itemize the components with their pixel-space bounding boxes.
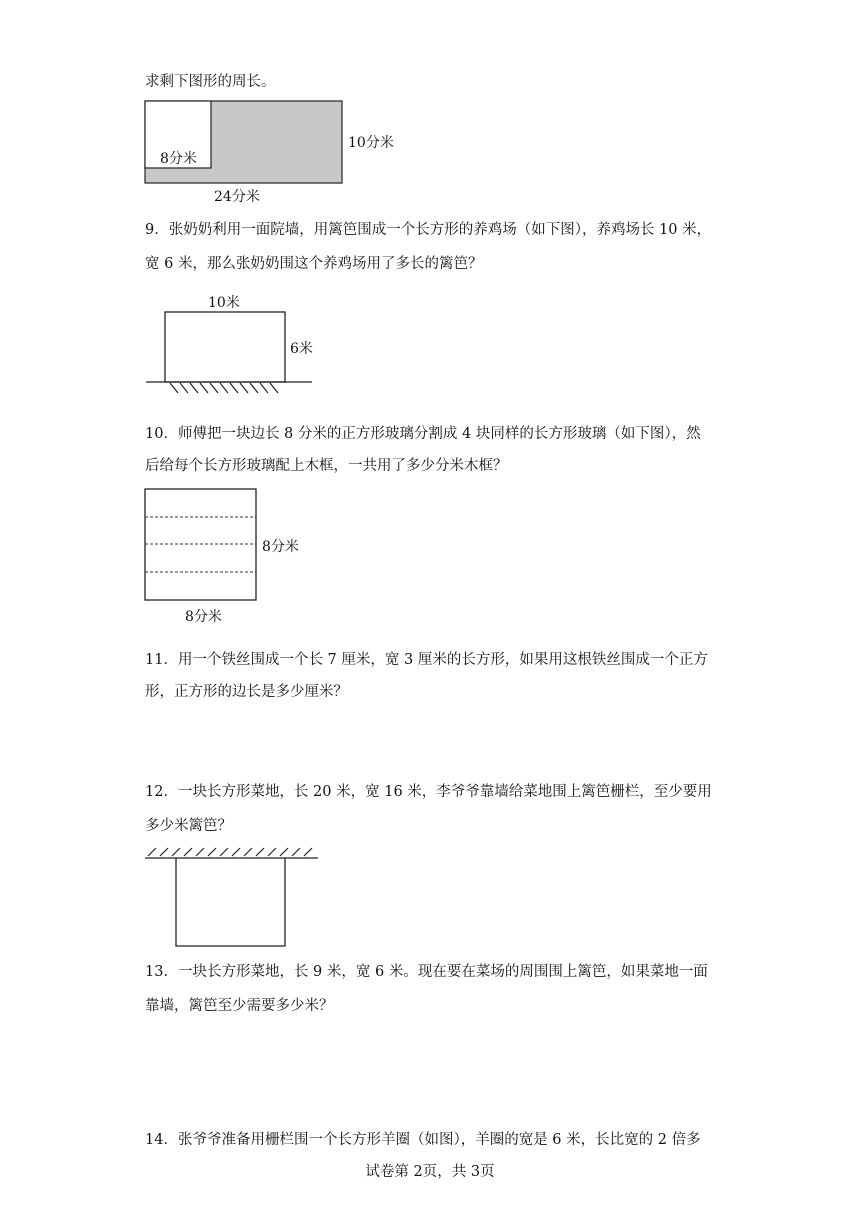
height-label: 10分米 bbox=[348, 135, 394, 151]
figure-glass-square bbox=[140, 484, 320, 629]
figure-vegetable-field bbox=[140, 842, 330, 952]
question-11-line-1: 11．用一个铁丝围成一个长 7 厘米，宽 3 厘米的长方形，如果用这根铁丝围成一个正方 bbox=[145, 652, 708, 668]
wall-hatching-top bbox=[148, 848, 312, 856]
question-12-line-2: 多少米篱笆？ bbox=[145, 818, 232, 834]
question-14-line-1: 14．张爷爷准备用栅栏围一个长方形羊圈（如图），羊圈的宽是 6 米，长比宽的 2 倍多 bbox=[145, 1132, 701, 1148]
figure-chicken-yard bbox=[140, 290, 330, 400]
square-side-label: 8分米 bbox=[160, 151, 197, 167]
question-13-line-2: 靠墙，篱笆至少需要多少米？ bbox=[145, 998, 334, 1014]
glass-bottom-label: 8分米 bbox=[185, 609, 222, 625]
question-10-line-1: 10．师傅把一块边长 8 分米的正方形玻璃分割成 4 块同样的长方形玻璃（如下图），然 bbox=[145, 426, 701, 442]
question-12-line-1: 12．一块长方形菜地，长 20 米，宽 16 米，李爷爷靠墙给菜地围上篱笆栅栏，至少要用 bbox=[145, 784, 712, 800]
question-9-line-2: 宽 6 米，那么张奶奶围这个养鸡场用了多长的篱笆？ bbox=[145, 256, 483, 272]
question-10-line-2: 后给每个长方形玻璃配上木框，一共用了多少分米木框？ bbox=[145, 458, 508, 474]
question-9-line-1: 9．张奶奶利用一面院墙，用篱笆围成一个长方形的养鸡场（如下图），养鸡场长 10 米， bbox=[145, 222, 712, 238]
glass-side-label: 8分米 bbox=[262, 539, 299, 555]
figure-remaining-shape bbox=[140, 96, 420, 206]
page-footer: 试卷第 2页，共 3页 bbox=[365, 1164, 495, 1180]
figure-vegetable-field-drawing bbox=[140, 842, 330, 952]
question-8-tail: 求剩下图形的周长。 bbox=[145, 74, 276, 90]
question-11-line-2: 形，正方形的边长是多少厘米？ bbox=[145, 684, 348, 700]
figure-glass-square-drawing bbox=[140, 484, 320, 629]
question-13-line-1: 13．一块长方形菜地，长 9 米，宽 6 米。现在要在菜场的周围围上篱笆，如果菜地一面 bbox=[145, 964, 708, 980]
yard-length-label: 10米 bbox=[208, 295, 240, 311]
yard-width-label: 6米 bbox=[290, 341, 313, 357]
width-label: 24分米 bbox=[214, 189, 260, 205]
wall-hatching bbox=[170, 383, 278, 393]
